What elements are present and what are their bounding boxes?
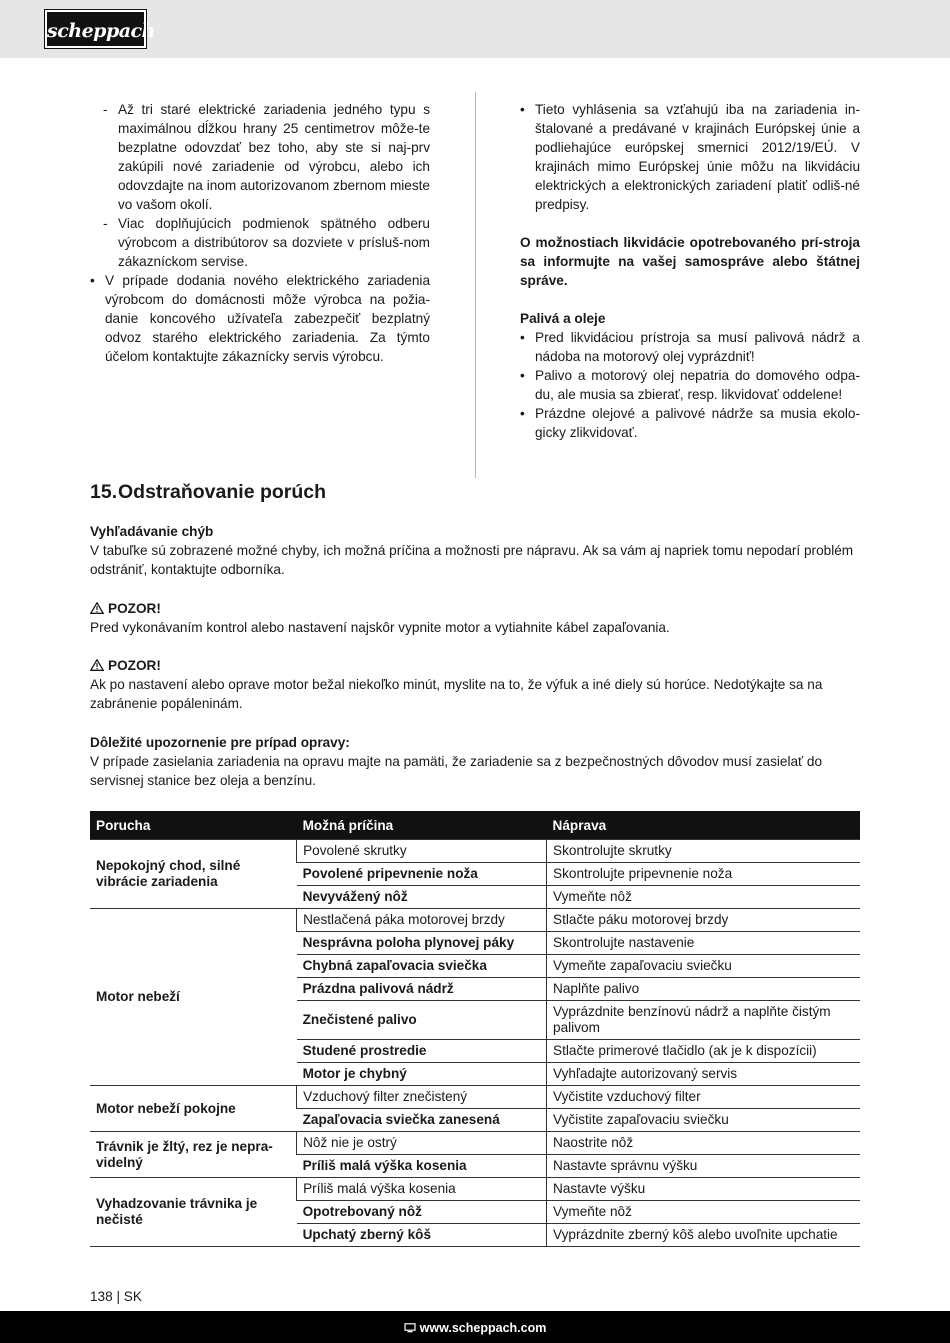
- cause-cell: Príliš malá výška kosenia: [297, 1155, 547, 1178]
- column-header: Porucha: [90, 811, 297, 840]
- warning-text: Ak po nastavení alebo oprave motor bežal niekoľko minút, myslite na to, že výfuk a iné diely sú horúce. Nedotýkajte sa na zabránenie popáleninám.: [90, 677, 823, 711]
- table-row: [90, 1132, 860, 1155]
- table-row: [90, 909, 860, 932]
- cause-cell: Chybná zapaľovacia sviečka: [297, 955, 547, 978]
- warning-label: POZOR!: [108, 658, 161, 673]
- cause-cell: Príliš malá výška kosenia: [297, 1178, 547, 1201]
- table-header-row: [90, 811, 860, 840]
- page-number: 138 | SK: [90, 1289, 142, 1304]
- warning-block-2: [90, 656, 860, 713]
- list-item: • Palivo a motorový olej nepatria do domového odpa-du, ale musia sa zbierať, resp. likvidovať oddelene!: [520, 368, 860, 402]
- header-bar: [0, 0, 950, 58]
- fault-cell: Motor nebeží: [90, 909, 297, 1086]
- list-item: • Tieto vyhlásenia sa vzťahujú iba na zariadenia in-štalované a predávané v krajinách Európskej únie a podliehajúce európskej smernici 2012/19/EÚ. V krajinách mimo Európskej únie môžu na likvidáciu elektrických a elektronických zariadení platiť odliš-né predpisy.: [520, 102, 860, 212]
- right-column: [520, 100, 860, 442]
- disposal-notice: O možnostiach likvidácie opotrebovaného prí-stroja sa informujte na vašej samosprávе alebo štátnej správe.: [520, 235, 860, 288]
- fault-cell: Trávnik je žltý, rez je nepra-videlný: [90, 1132, 297, 1178]
- cause-cell: Nôž nie je ostrý: [297, 1132, 547, 1155]
- remedy-cell: Vymeňte nôž: [547, 886, 860, 909]
- remedy-cell: Vyčistite vzduchový filter: [547, 1086, 860, 1109]
- repair-note-heading: Dôležité upozornenie pre prípad opravy:: [90, 735, 350, 750]
- cause-cell: Studené prostredie: [297, 1040, 547, 1063]
- section-title: 15.Odstraňovanie porúch: [90, 481, 327, 503]
- warning-label: POZOR!: [108, 601, 161, 616]
- column-header: Možná príčina: [297, 811, 547, 840]
- cause-cell: Upchatý zberný kôš: [297, 1224, 547, 1247]
- scheppach-logo: scheppach: [45, 10, 146, 48]
- search-errors-text: V tabuľke sú zobrazené možné chyby, ich možná príčina a možnosti pre nápravu. Ak sa vám aj napriek tomu nepodarí problém odstrániť, kontaktujte odborníka.: [90, 543, 854, 577]
- remedy-cell: Nastavte výšku: [547, 1178, 860, 1201]
- cause-cell: Vzduchový filter znečistený: [297, 1086, 547, 1109]
- search-errors-heading: Vyhľadávanie chýb: [90, 524, 214, 539]
- table-row: [90, 840, 860, 863]
- fault-cell: Vyhadzovanie trávnika je nečisté: [90, 1178, 297, 1247]
- remedy-cell: Skontrolujte skrutky: [547, 840, 860, 863]
- remedy-cell: Skontrolujte pripevnenie noža: [547, 863, 860, 886]
- list-item: • Prázdne olejové a palivové nádrže sa musia ekolo-gicky zlikvidovať.: [520, 406, 860, 440]
- remedy-cell: Skontrolujte nastavenie: [547, 932, 860, 955]
- remedy-cell: Vyčistite zapaľovaciu sviečku: [547, 1109, 860, 1132]
- cause-cell: Nesprávna poloha plynovej páky: [297, 932, 547, 955]
- monitor-icon: [404, 1323, 416, 1333]
- remedy-cell: Nastavte správnu výšku: [547, 1155, 860, 1178]
- fault-cell: Nepokojný chod, silné vibrácie zariadenia: [90, 840, 297, 909]
- repair-note-block: [90, 733, 860, 790]
- remedy-cell: Vyhľadajte autorizovaný servis: [547, 1063, 860, 1086]
- website-link[interactable]: www.scheppach.com: [419, 1321, 547, 1335]
- cause-cell: Motor je chybný: [297, 1063, 547, 1086]
- cause-cell: Povolené pripevnenie noža: [297, 863, 547, 886]
- remedy-cell: Vyprázdnite benzínovú nádrž a naplňte čistým palivom: [547, 1001, 860, 1040]
- column-header: Náprava: [547, 811, 860, 840]
- remedy-cell: Vymeňte nôž: [547, 1201, 860, 1224]
- table-row: [90, 1178, 860, 1201]
- fuels-heading: Palivá a oleje: [520, 311, 606, 326]
- remedy-cell: Stlačte páku motorovej brzdy: [547, 909, 860, 932]
- repair-note-text: V prípade zasielania zariadenia na opravu majte na pamäti, že zariadenie sa z bezpečnostných dôvodov musí zasielať do servisnej stanice bez oleja a benzínu.: [90, 754, 823, 788]
- cause-cell: Povolené skrutky: [297, 840, 547, 863]
- warning-icon: [90, 659, 104, 671]
- cause-cell: Prázdna palivová nádrž: [297, 978, 547, 1001]
- list-item: • Pred likvidáciou prístroja sa musí palivová nádrž a nádoba na motorový olej vyprázdniť!: [520, 330, 860, 364]
- remedy-cell: Stlačte primerové tlačidlo (ak je k dispozícii): [547, 1040, 860, 1063]
- footer-bar: [0, 1311, 950, 1343]
- warning-text: Pred vykonávaním kontrol alebo nastavení najskôr vypnite motor a vytiahnite kábel zapaľovania.: [90, 620, 670, 635]
- cause-cell: Zapaľovacia sviečka zanesená: [297, 1109, 547, 1132]
- cause-cell: Opotrebovaný nôž: [297, 1201, 547, 1224]
- cause-cell: Znečistené palivo: [297, 1001, 547, 1040]
- remedy-cell: Vymeňte zapaľovaciu sviečku: [547, 955, 860, 978]
- cause-cell: Nevyvážený nôž: [297, 886, 547, 909]
- table-row: [90, 1086, 860, 1109]
- list-item: • V prípade dodania nového elektrického zariadenia výrobcom do domácnosti môže výrobca na požia-danie koncového užívateľa zabezpečiť bezplatný odvoz starého elektrického zariadenia. Za týmto účelom kontaktujte zákaznícky servis výrobcu.: [90, 273, 430, 364]
- cause-cell: Nestlačená páka motorovej brzdy: [297, 909, 547, 932]
- troubleshooting-table: [90, 811, 860, 1247]
- warning-block-1: [90, 599, 860, 637]
- remedy-cell: Naostrite nôž: [547, 1132, 860, 1155]
- remedy-cell: Naplňte palivo: [547, 978, 860, 1001]
- search-errors-block: [90, 522, 860, 579]
- column-divider: [475, 92, 476, 478]
- list-item: - Viac doplňujúcich podmienok spätného odberu výrobcom a distribútorov sa dozviete v prísluš-nom zákazníckom servise.: [103, 216, 430, 269]
- warning-icon: [90, 602, 104, 614]
- left-column: [90, 100, 430, 366]
- fault-cell: Motor nebeží pokojne: [90, 1086, 297, 1132]
- list-item: - Až tri staré elektrické zariadenia jedného typu s maximálnou dĺžkou hrany 25 centimetrov môže-te bezplatne odovzdať bez toho, aby ste si naj-prv zakúpili nové zariadenie od výrobcu, alebo ich odovzdajte na inom autorizovanom zbernom mieste vo vašom okolí.: [103, 102, 430, 212]
- remedy-cell: Vyprázdnite zberný kôš alebo uvoľnite upchatie: [547, 1224, 860, 1247]
